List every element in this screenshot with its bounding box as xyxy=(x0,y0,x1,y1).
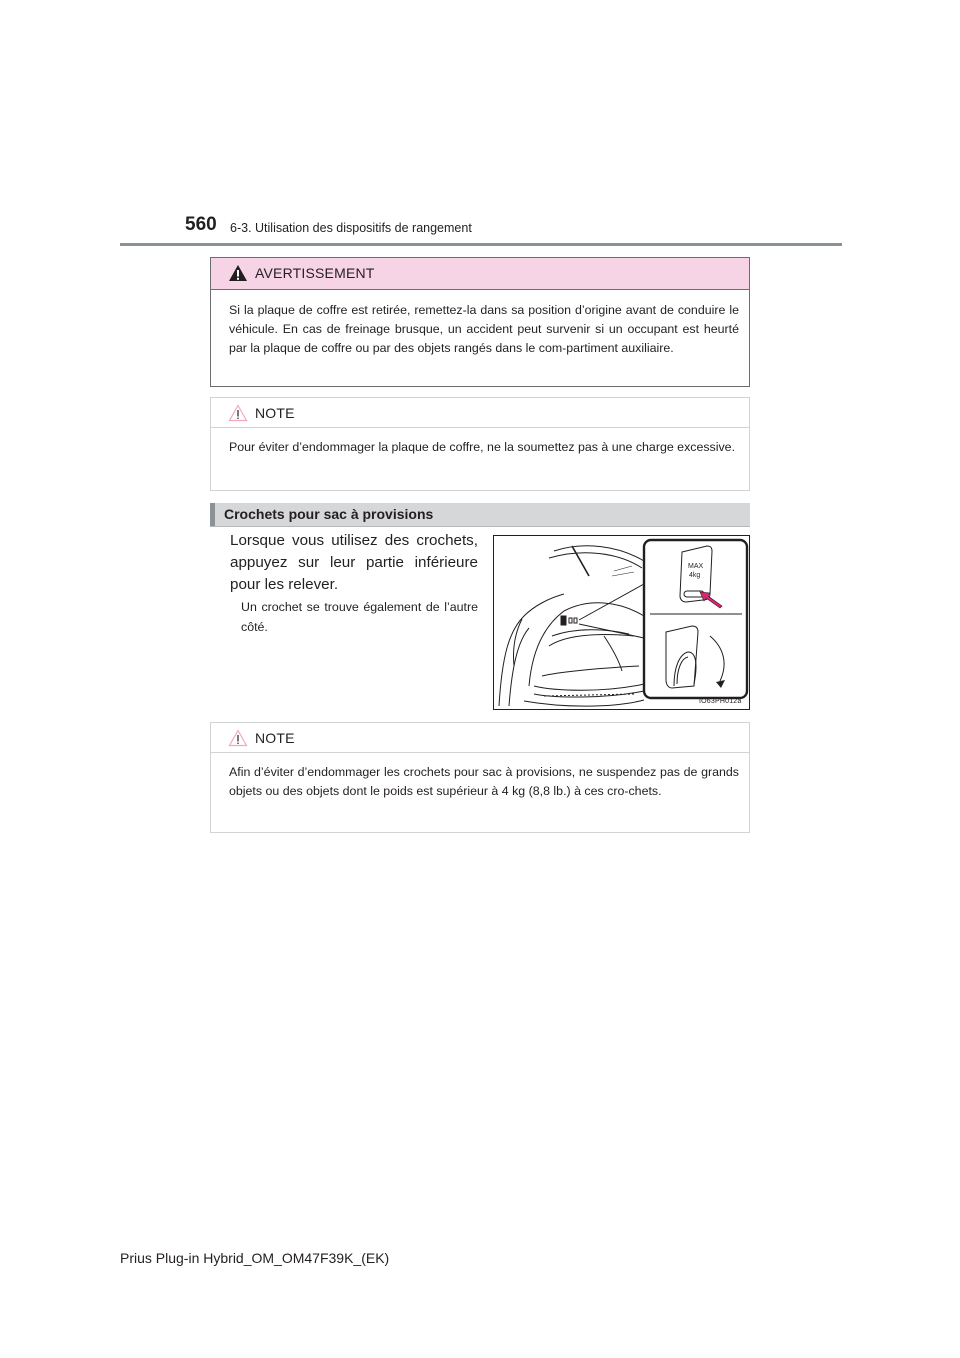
footer-model: Prius Plug-in Hybrid_OM_OM47F39K_(EK) xyxy=(120,1250,390,1266)
section-heading-label: Crochets pour sac à provisions xyxy=(224,506,434,522)
figure-code: IO63PH012a xyxy=(699,698,742,705)
note-header xyxy=(211,723,749,753)
note-box xyxy=(210,397,750,491)
figure-max-label: MAX xyxy=(688,563,704,570)
note-box xyxy=(210,722,750,833)
section-heading-bar xyxy=(210,503,215,526)
trunk-hook-illustration xyxy=(493,535,750,710)
figure-weight-label: 4kg xyxy=(689,572,701,579)
section-heading xyxy=(210,503,750,527)
note-title: NOTE xyxy=(255,405,295,421)
warning-triangle-icon xyxy=(228,264,248,282)
trunk-drawing xyxy=(494,536,750,710)
warning-title: AVERTISSEMENT xyxy=(255,265,375,281)
instruction-note: Un crochet se trouve également de l’autre côté. xyxy=(241,600,478,634)
warning-header xyxy=(211,258,749,290)
warning-text: Si la plaque de coffre est retirée, remettez-la dans sa position d’origine avant de conduire le véhicule. En cas de freinage brusque, un accident peut survenir si un occupant est heurté par la plaque de coffre ou par des objets rangés dans le com-partiment auxiliaire. xyxy=(229,303,739,355)
caution-triangle-icon xyxy=(228,404,248,422)
header-rule xyxy=(120,243,842,246)
note-text: Pour éviter d’endommager la plaque de coffre, ne la soumettez pas à une charge excessive. xyxy=(229,440,736,454)
note-header xyxy=(211,398,749,428)
note-text: Afin d’éviter d’endommager les crochets pour sac à provisions, ne suspendez pas de grands objets ou des objets dont le poids est supérieur à 4 kg (8,8 lb.) à ces cro-chets. xyxy=(229,765,739,798)
page-number: 560 xyxy=(185,214,217,235)
note-title: NOTE xyxy=(255,730,295,746)
instruction-text: Lorsque vous utilisez des crochets, appuyez sur leur partie inférieure pour les relever. xyxy=(230,532,478,593)
warning-box xyxy=(210,257,750,387)
caution-triangle-icon xyxy=(228,729,248,747)
section-title: 6-3. Utilisation des dispositifs de rangement xyxy=(230,221,472,235)
